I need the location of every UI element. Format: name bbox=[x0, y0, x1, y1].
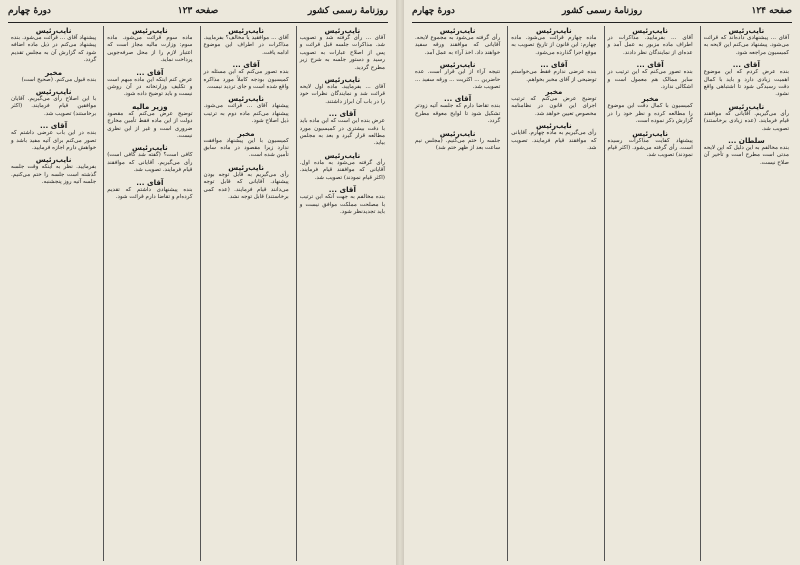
speech-text: بنده در این باب عرضی داشتم که تصور می‌کنم برای آتیه مفید باشد و خواهش دارم اجازه فرمایید. bbox=[11, 130, 97, 152]
speech-text: آقای ... پیشنهادی داده‌اند که قرائت می‌شود. پیشنهاد می‌کنم این لایحه به کمیسیون مراجعه شود. bbox=[703, 35, 789, 56]
speech-text: ماده سوم قرائت می‌شود. ماده سوم: وزارت مالیه مجاز است که اعتبار لازم را از محل صرفه‌جویی پرداخت نماید. bbox=[107, 35, 193, 64]
speaker-entry bbox=[204, 94, 289, 125]
speaker-entry bbox=[511, 121, 596, 152]
text-column bbox=[412, 26, 503, 561]
speaker-entry bbox=[11, 121, 96, 152]
speech-text: نتیجه آراء از این قرار است. عده حاضرین ... اکثریت ... ورقه سفید ... تصویب شد. bbox=[415, 69, 501, 91]
speaker-name: نایب‌رئیس bbox=[228, 26, 264, 35]
speaker-entry bbox=[704, 26, 789, 57]
speech-text: آقای ... بفرمایید. ماده اول لایحه قرائت شد و نمایندگان نظرات خود را در باب آن ابراز داشتند. bbox=[299, 84, 385, 105]
book-gutter bbox=[396, 0, 404, 565]
speaker-name: آقای ... bbox=[232, 60, 260, 70]
issue-label: دورهٔ چهارم bbox=[412, 6, 455, 16]
speaker-entry bbox=[415, 129, 500, 153]
speaker-name: نایب‌رئیس bbox=[632, 128, 668, 138]
speaker-entry bbox=[608, 94, 693, 125]
page-number: صفحه ۱۲۳ bbox=[177, 6, 219, 16]
speaker-entry bbox=[511, 87, 596, 118]
speaker-name: نایب‌رئیس bbox=[324, 75, 361, 85]
speech-text: پیشنهاد آقای ... قرائت می‌شود. بنده پیشنهاد می‌کنم در ذیل ماده اضافه شود که گزارش آن به مجلس تقدیم گردد. bbox=[11, 35, 97, 64]
speaker-name: مخبر bbox=[545, 87, 563, 97]
speaker-entry bbox=[608, 129, 693, 160]
speaker-entry bbox=[511, 60, 596, 84]
speech-text: بنده مخالفم به جهت آنکه این ترتیب با مصلحت مملکت موافق نیست و باید تجدیدنظر شود. bbox=[299, 194, 385, 215]
speaker-entry bbox=[415, 94, 500, 125]
speech-text: پیشنهاد کفایت مذاکرات رسیده است. رأی گرفته می‌شود. (اکثر قیام نمودند) تصویب شد. bbox=[607, 137, 693, 159]
speaker-name: نایب‌رئیس bbox=[439, 26, 476, 35]
speaker-name: نایب‌رئیس bbox=[324, 26, 361, 35]
speaker-name: وزیر مالیه bbox=[132, 101, 168, 111]
speaker-name: نایب‌رئیس bbox=[132, 143, 168, 153]
speech-text: آقای ... موافقید یا مخالف؟ بفرمایید. مذاکرات در اطراف این موضوع ادامه یافت. bbox=[203, 35, 289, 56]
speaker-entry bbox=[11, 87, 96, 118]
speech-text: آقای ... بفرمایید. مذاکرات در اطراف ماده مزبور به عمل آمد و عده‌ای از نمایندگان نظر دادند. bbox=[607, 35, 693, 56]
speaker-name: نایب‌رئیس bbox=[35, 26, 72, 35]
speaker-name: آقای ... bbox=[136, 177, 164, 187]
speaker-name: آقای ... bbox=[636, 60, 664, 70]
speech-text: بنده عرض کردم که این موضوع اهمیت زیادی دارد و باید با کمال دقت رسیدگی شود تا اشتباهی واقع نشود. bbox=[703, 69, 789, 98]
left-page bbox=[0, 0, 396, 565]
speaker-name: مخبر bbox=[237, 128, 255, 138]
speaker-name: نایب‌رئیس bbox=[324, 150, 361, 160]
speech-text: رأی می‌گیریم به ماده چهارم. آقایانی که موافقند قیام فرمایند. تصویب شد. bbox=[511, 130, 597, 152]
speech-text: رأی می‌گیریم. آقایانی که موافقند قیام فرمایند. (عده زیادی برخاستند) تصویب شد. bbox=[703, 110, 789, 132]
speaker-name: نایب‌رئیس bbox=[728, 101, 765, 111]
speaker-entry bbox=[11, 155, 96, 186]
speaker-entry bbox=[300, 151, 385, 182]
speaker-name: آقای ... bbox=[732, 60, 760, 70]
speaker-name: مخبر bbox=[45, 67, 63, 77]
text-column bbox=[507, 26, 599, 561]
speaker-entry bbox=[204, 60, 289, 91]
page-number: صفحه ۱۲۴ bbox=[751, 6, 792, 16]
speaker-entry bbox=[511, 26, 596, 57]
speaker-name: آقای ... bbox=[444, 94, 472, 104]
speech-text: رأی می‌گیریم به قابل توجه بودن پیشنهاد. آقایانی که قابل توجه می‌دانند قیام فرمایند. (عده کمی برخاستند) قابل توجه نشد. bbox=[203, 171, 289, 201]
speaker-entry bbox=[704, 136, 789, 167]
speaker-name: سلطان ... bbox=[728, 136, 765, 146]
speech-text: توضیح عرض می‌کنم که ترتیب اجرای این قانون در نظامنامه مخصوص تعیین خواهد شد. bbox=[511, 96, 597, 117]
speaker-name: نایب‌رئیس bbox=[35, 87, 72, 97]
left-page-columns bbox=[8, 26, 388, 561]
speech-text: پیشنهاد آقای ... قرائت می‌شود. پیشنهاد می‌کنم ماده دوم به ترتیب ذیل اصلاح شود. bbox=[203, 103, 289, 125]
speech-text: کمیسیون با کمال دقت این موضوع را مطالعه کرده و نظر خود را در گزارش ذکر نموده است. bbox=[607, 103, 693, 125]
speech-text: کمیسیون با این پیشنهاد موافقت ندارد زیرا مقصود در ماده سابق تأمین شده است. bbox=[203, 137, 289, 159]
newspaper-title: روزنامهٔ رسمی کشور bbox=[561, 6, 643, 16]
speaker-name: نایب‌رئیس bbox=[132, 26, 168, 35]
speaker-entry bbox=[300, 185, 385, 216]
speech-text: بنده تصور می‌کنم که این مسئله در کمیسیون بودجه کاملاً مورد مذاکره واقع شده است و جای تردید نیست. bbox=[203, 69, 289, 91]
speaker-name: آقای ... bbox=[136, 67, 164, 77]
speaker-entry bbox=[107, 178, 192, 202]
speech-text: بنده تقاضا دارم که جلسه آتیه زودتر تشکیل شود تا لوایح معوقه مطرح گردد. bbox=[415, 103, 501, 125]
speech-text: بنده تصور می‌کنم که این ترتیب در سایر ممالک هم معمول است و اشکالی ندارد. bbox=[607, 69, 693, 91]
text-column bbox=[296, 26, 388, 561]
speech-text: کافی است؟ (گفته شد کافی است) رأی می‌گیریم. آقایانی که موافقند قیام فرمایند. تصویب شد. bbox=[107, 152, 193, 174]
speech-text: بنده پیشنهادی داشتم که تقدیم کرده‌ام و تقاضا دارم قرائت شود. bbox=[107, 186, 193, 201]
speech-text: عرض کنم اینکه این ماده مبهم است و تکلیف وزارتخانه در آن روشن نیست و باید توضیح داده شود. bbox=[107, 76, 193, 98]
right-page-columns bbox=[412, 26, 792, 561]
speaker-entry bbox=[415, 26, 500, 57]
speaker-entry bbox=[204, 163, 289, 202]
speaker-entry bbox=[300, 109, 385, 148]
speech-text: با این اصلاح رأی می‌گیریم. آقایان موافقین قیام فرمایند. (اکثر برخاستند) تصویب شد. bbox=[11, 96, 97, 117]
speaker-name: نایب‌رئیس bbox=[728, 26, 765, 35]
issue-label: دورهٔ چهارم bbox=[8, 6, 51, 16]
speech-text: رأی گرفته می‌شود به مجموع لایحه. آقایانی که موافقند ورقه سفید خواهند داد. اخذ آراء به عمل آمد. bbox=[415, 35, 501, 56]
left-page-header bbox=[8, 6, 388, 23]
speaker-entry bbox=[704, 102, 789, 133]
speaker-entry bbox=[608, 60, 693, 91]
speech-text: توضیح عرض می‌کنم که مقصود دولت از این ماده فقط تأمین مخارج ضروری است و غیر از این نظری نیست. bbox=[107, 110, 193, 140]
speaker-entry bbox=[204, 26, 289, 57]
speaker-name: آقای ... bbox=[540, 60, 568, 70]
speaker-entry bbox=[300, 75, 385, 106]
newspaper-title: روزنامهٔ رسمی کشور bbox=[307, 6, 388, 16]
text-column bbox=[200, 26, 292, 561]
speaker-entry bbox=[415, 60, 500, 91]
right-page-header bbox=[412, 6, 792, 23]
speaker-name: نایب‌رئیس bbox=[536, 121, 572, 131]
speaker-name: آقای ... bbox=[328, 109, 356, 119]
speech-text: عرض بنده این است که این ماده باید با دقت بیشتری در کمیسیون مورد مطالعه قرار گیرد و بعد به مجلس بیاید. bbox=[299, 118, 385, 147]
speech-text: جلسه را ختم می‌کنیم. (مجلس نیم ساعت بعد از ظهر ختم شد) bbox=[415, 137, 501, 152]
text-column bbox=[700, 26, 792, 561]
speech-text: رأی گرفته می‌شود به ماده اول. آقایانی که موافقند قیام فرمایند. (اکثر قیام نمودند) تصویب شد. bbox=[299, 159, 385, 181]
speaker-name: آقای ... bbox=[40, 121, 68, 131]
speech-text: بنده مخالفم به این دلیل که این لایحه مدتی است مطرح است و تأخیر آن صلاح نیست. bbox=[703, 145, 789, 166]
speaker-entry bbox=[107, 26, 192, 65]
speaker-entry bbox=[107, 68, 192, 99]
speaker-name: آقای ... bbox=[328, 185, 356, 195]
speaker-entry bbox=[608, 26, 693, 57]
speaker-entry bbox=[204, 129, 289, 160]
text-column bbox=[604, 26, 696, 561]
speaker-name: نایب‌رئیس bbox=[228, 94, 264, 104]
speaker-name: نایب‌رئیس bbox=[632, 26, 668, 35]
speaker-entry bbox=[300, 26, 385, 72]
speaker-name: نایب‌رئیس bbox=[536, 26, 572, 35]
speech-text: ماده چهارم قرائت می‌شود. ماده چهارم: این قانون از تاریخ تصویب به موقع اجرا گذارده می‌شود. bbox=[511, 35, 597, 56]
speech-text: بنده عرضی ندارم فقط می‌خواستم توضیحی از آقای مخبر بخواهم. bbox=[511, 69, 597, 83]
speech-text: بنده قبول می‌کنم. (صحیح است) bbox=[21, 76, 97, 83]
speaker-entry bbox=[704, 60, 789, 99]
speaker-name: نایب‌رئیس bbox=[439, 128, 476, 138]
speech-text: آقای ... رأی گرفته شد و تصویب شد. مذاکرات جلسه قبل قرائت و پس از اصلاح عبارات به تصویب رسید و دستور جلسه به شرح زیر مطرح گردید. bbox=[299, 35, 385, 71]
speaker-entry bbox=[11, 68, 96, 84]
speaker-entry bbox=[107, 143, 192, 174]
speaker-name: مخبر bbox=[641, 94, 659, 104]
text-column bbox=[103, 26, 195, 561]
text-column bbox=[8, 26, 99, 561]
speaker-name: نایب‌رئیس bbox=[439, 60, 476, 70]
right-page bbox=[404, 0, 800, 565]
speaker-name: نایب‌رئیس bbox=[35, 155, 72, 165]
speaker-entry bbox=[11, 26, 96, 65]
speech-text: بفرمایید. نظر به اینکه وقت جلسه گذشته است جلسه را ختم می‌کنیم. جلسه آتیه روز پنجشنبه. bbox=[11, 164, 97, 186]
speaker-entry bbox=[107, 102, 192, 141]
speaker-name: نایب‌رئیس bbox=[228, 162, 264, 172]
